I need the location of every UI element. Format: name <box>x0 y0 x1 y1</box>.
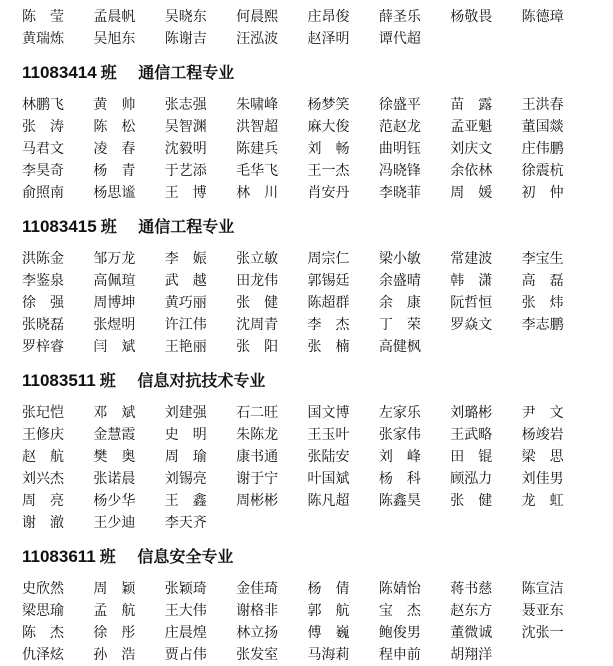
student-name: 吴旭东 <box>93 31 136 47</box>
student-name: 史欣然 <box>22 581 64 597</box>
student-name: 金慧霞 <box>93 427 136 443</box>
class-suffix: 班 <box>100 217 117 236</box>
major-name: 信息对抗技术专业 <box>137 371 266 390</box>
student-name: 赵泽明 <box>307 31 350 47</box>
student-name: 凌 春 <box>93 141 136 157</box>
class-heading <box>22 546 613 568</box>
class-heading <box>22 62 613 84</box>
student-name: 张发室 <box>236 647 279 663</box>
student-name: 张陆安 <box>307 449 350 465</box>
student-name: 沈张一 <box>521 625 564 641</box>
student-name: 余依林 <box>450 163 493 179</box>
student-name: 陈超群 <box>307 295 350 311</box>
student-name: 邓 斌 <box>93 405 136 421</box>
name-grid <box>22 248 593 358</box>
student-name: 余盛晴 <box>378 273 421 289</box>
student-name: 徐 强 <box>22 295 64 311</box>
student-name: 李志鹏 <box>521 317 564 333</box>
student-name: 陈婧怡 <box>378 581 421 597</box>
student-name: 朱陈龙 <box>236 427 279 443</box>
student-name: 洪智超 <box>236 119 279 135</box>
student-name: 林 川 <box>236 185 279 201</box>
student-name: 金佳琦 <box>236 581 279 597</box>
student-name: 王武略 <box>450 427 493 443</box>
student-name: 罗焱文 <box>450 317 493 333</box>
student-name: 张玘恺 <box>22 405 64 421</box>
student-name: 杨竣岩 <box>521 427 564 443</box>
student-name: 陈建兵 <box>236 141 279 157</box>
student-name: 左家乐 <box>378 405 421 421</box>
student-name: 杨少华 <box>93 493 136 509</box>
major-name: 通信工程专业 <box>138 217 235 236</box>
name-grid <box>22 6 593 50</box>
student-name: 王一杰 <box>307 163 350 179</box>
student-name: 林鹏飞 <box>22 97 64 113</box>
student-name: 梁小敏 <box>378 251 421 267</box>
student-name: 郭锡廷 <box>307 273 350 289</box>
student-name: 谢格非 <box>236 603 279 619</box>
student-name: 叶国斌 <box>307 471 350 487</box>
student-name: 孟晨帆 <box>93 9 136 25</box>
student-name: 刘佳男 <box>521 471 564 487</box>
student-name: 李 杰 <box>307 317 350 333</box>
student-name: 杨思谧 <box>93 185 136 201</box>
student-name: 周博坤 <box>93 295 136 311</box>
student-name: 周 瑜 <box>164 449 207 465</box>
student-name: 高佩瑄 <box>93 273 136 289</box>
student-name: 陈 莹 <box>22 9 64 25</box>
student-name: 程申前 <box>378 647 421 663</box>
student-name: 杨梦笑 <box>307 97 350 113</box>
student-name: 陈鑫昊 <box>378 493 421 509</box>
class-heading <box>22 370 613 392</box>
student-name: 毛华飞 <box>236 163 279 179</box>
student-name: 黄瑞炼 <box>22 31 64 47</box>
student-name: 张立敏 <box>236 251 279 267</box>
class-code: 11083511 <box>22 371 96 390</box>
name-grid <box>22 578 593 666</box>
student-name: 王少迪 <box>93 515 136 531</box>
student-name: 庄晨煌 <box>164 625 207 641</box>
student-name: 陈凡超 <box>307 493 350 509</box>
student-name: 梁思瑜 <box>22 603 64 619</box>
student-name: 张晓磊 <box>22 317 64 333</box>
student-name: 康书通 <box>236 449 279 465</box>
student-name: 麻大俊 <box>307 119 350 135</box>
student-name: 冯晓锋 <box>378 163 421 179</box>
student-name: 杨 青 <box>93 163 136 179</box>
student-name: 陈谢吉 <box>164 31 207 47</box>
student-name: 王艳丽 <box>164 339 207 355</box>
student-name: 孟亚魁 <box>450 119 493 135</box>
student-name: 田龙伟 <box>236 273 279 289</box>
student-name: 庄昂俊 <box>307 9 350 25</box>
student-name: 王修庆 <box>22 427 64 443</box>
student-name: 董微诚 <box>450 625 493 641</box>
student-name: 许江伟 <box>164 317 207 333</box>
student-name: 周彬彬 <box>236 493 279 509</box>
student-name: 刘锡亮 <box>164 471 207 487</box>
student-name: 李 娠 <box>164 251 207 267</box>
student-name: 鲍俊男 <box>378 625 421 641</box>
student-name: 李晓菲 <box>378 185 421 201</box>
student-name: 田 锟 <box>450 449 493 465</box>
student-name: 丁 荣 <box>378 317 421 333</box>
student-name: 沈周青 <box>236 317 279 333</box>
name-grid <box>22 94 593 204</box>
student-name: 赵 航 <box>22 449 64 465</box>
student-name: 罗梓睿 <box>22 339 64 355</box>
student-name: 陈宣洁 <box>521 581 564 597</box>
student-name: 陈 松 <box>93 119 136 135</box>
class-code: 11083415 <box>22 217 97 236</box>
student-name: 张 健 <box>236 295 279 311</box>
student-name: 高 磊 <box>521 273 564 289</box>
student-name: 尹 文 <box>521 405 564 421</box>
student-name: 张 楠 <box>307 339 350 355</box>
student-name: 史 明 <box>164 427 207 443</box>
student-name: 李鉴泉 <box>22 273 64 289</box>
class-suffix: 班 <box>100 63 117 82</box>
student-name: 聂亚东 <box>521 603 564 619</box>
student-name: 赵东方 <box>450 603 493 619</box>
student-name: 孟 航 <box>93 603 136 619</box>
student-name: 周宗仁 <box>307 251 350 267</box>
student-name: 张煜明 <box>93 317 136 333</box>
student-name: 李天齐 <box>164 515 207 531</box>
student-name: 吴智渊 <box>164 119 207 135</box>
student-name: 张诺晨 <box>93 471 136 487</box>
student-name: 孙 浩 <box>93 647 136 663</box>
student-name: 余 康 <box>378 295 421 311</box>
student-name: 杨敬畏 <box>450 9 493 25</box>
student-name: 杨 科 <box>378 471 421 487</box>
student-name: 谢 澈 <box>22 515 64 531</box>
student-name: 刘建强 <box>164 405 207 421</box>
student-name: 王洪春 <box>521 97 564 113</box>
student-name: 初 仲 <box>521 185 564 201</box>
student-name: 郭 航 <box>307 603 350 619</box>
student-name: 张 健 <box>450 493 493 509</box>
student-name: 刘 畅 <box>307 141 350 157</box>
student-name: 王 鑫 <box>164 493 207 509</box>
student-name: 庄伟鹏 <box>521 141 564 157</box>
student-name: 刘 峰 <box>378 449 421 465</box>
major-name: 通信工程专业 <box>138 63 235 82</box>
student-name: 龙 虹 <box>521 493 564 509</box>
student-name: 马海莉 <box>307 647 350 663</box>
student-name: 杨 倩 <box>307 581 350 597</box>
student-name: 徐震杭 <box>521 163 564 179</box>
student-name: 曲明钰 <box>378 141 421 157</box>
student-name: 王大伟 <box>164 603 207 619</box>
student-name: 于艺添 <box>164 163 207 179</box>
student-name: 周 媛 <box>450 185 493 201</box>
student-name: 樊 奥 <box>93 449 136 465</box>
student-name: 洪陈金 <box>22 251 64 267</box>
student-name: 薛圣乐 <box>378 9 421 25</box>
student-name: 宝 杰 <box>378 603 421 619</box>
student-name: 徐 彤 <box>93 625 136 641</box>
student-name: 谭代超 <box>378 31 421 47</box>
student-name: 黄 帅 <box>93 97 136 113</box>
student-name: 陈 杰 <box>22 625 64 641</box>
student-name: 张颖琦 <box>164 581 207 597</box>
student-name: 邹万龙 <box>93 251 136 267</box>
student-name: 王玉叶 <box>307 427 350 443</box>
student-name: 李宝生 <box>521 251 564 267</box>
student-name: 贾占伟 <box>164 647 207 663</box>
student-name: 仇泽炫 <box>22 647 64 663</box>
student-name: 黄巧丽 <box>164 295 207 311</box>
student-name: 张 阳 <box>236 339 279 355</box>
student-name: 林立扬 <box>236 625 279 641</box>
student-name: 张志强 <box>164 97 207 113</box>
student-name: 朱啸峰 <box>236 97 279 113</box>
student-name: 蒋书慈 <box>450 581 493 597</box>
class-heading <box>22 216 613 238</box>
student-name: 常建波 <box>450 251 493 267</box>
student-name: 俞照南 <box>22 185 64 201</box>
student-name: 刘兴杰 <box>22 471 64 487</box>
student-name: 张家伟 <box>378 427 421 443</box>
student-name: 吴晓东 <box>164 9 207 25</box>
student-name: 傅 巍 <box>307 625 350 641</box>
student-name: 汪泓波 <box>236 31 279 47</box>
student-name: 梁 思 <box>521 449 564 465</box>
student-name: 沈毅明 <box>164 141 207 157</box>
student-name: 董国燚 <box>521 119 564 135</box>
student-name: 张 炜 <box>521 295 564 311</box>
student-name: 李昊奇 <box>22 163 64 179</box>
student-name: 王 博 <box>164 185 207 201</box>
student-name: 周 亮 <box>22 493 64 509</box>
student-name: 闫 斌 <box>93 339 136 355</box>
class-suffix: 班 <box>99 371 116 390</box>
class-suffix: 班 <box>99 547 116 566</box>
student-name: 国文博 <box>307 405 350 421</box>
student-name: 肖安丹 <box>307 185 350 201</box>
student-name: 顾泓力 <box>450 471 493 487</box>
major-name: 信息安全专业 <box>137 547 234 566</box>
student-name: 陈德璋 <box>521 9 564 25</box>
student-name: 高健枫 <box>378 339 421 355</box>
class-code: 11083611 <box>22 547 96 566</box>
student-name: 张 涛 <box>22 119 64 135</box>
student-name: 何晨熙 <box>236 9 279 25</box>
student-name: 韩 潇 <box>450 273 493 289</box>
student-name: 苗 露 <box>450 97 493 113</box>
student-name: 谢于宁 <box>236 471 279 487</box>
class-code: 11083414 <box>22 63 97 82</box>
student-name: 徐盛平 <box>378 97 421 113</box>
student-name: 武 越 <box>164 273 207 289</box>
name-grid <box>22 402 593 534</box>
student-name: 刘庆文 <box>450 141 493 157</box>
student-name: 阮哲恒 <box>450 295 493 311</box>
student-name: 胡翔洋 <box>450 647 493 663</box>
student-name: 范赵龙 <box>378 119 421 135</box>
student-name: 马君文 <box>22 141 64 157</box>
student-name: 刘璐彬 <box>450 405 493 421</box>
student-name: 石二旺 <box>236 405 279 421</box>
student-name: 周 颖 <box>93 581 136 597</box>
